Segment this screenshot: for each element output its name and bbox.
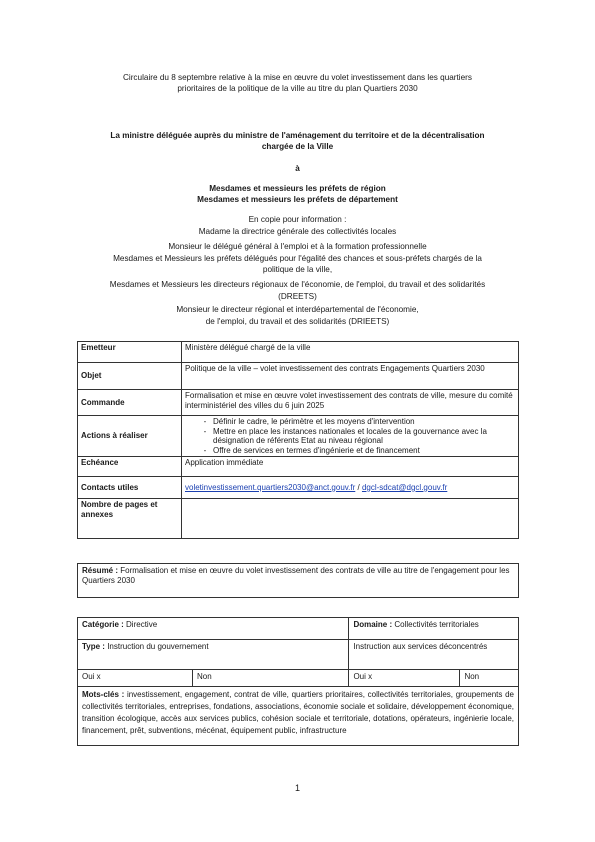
author-line2: chargée de la Ville — [261, 142, 334, 151]
copy-line: Mesdames et Messieurs les préfets délégués pour l'égalité des chances et sous-préfets chargés de la — [113, 254, 482, 263]
actions-value — [182, 416, 519, 457]
table-row — [78, 618, 519, 640]
copy-line: politique de la ville, — [262, 265, 333, 274]
keywords-value: investissement, engagement, contrat de ville, quartiers prioritaires, collectivités territoriales, groupements de collectivités territoriales, entreprises, fondations, associations, économie sociale et solidaire, développement économique, transition écologique, accès aux services publics, cohésion sociale et territoriale, dotations, opérateurs, ingénierie locale, financement, prêt, subventions, mécénat, équipement public, infrastructure — [82, 690, 514, 735]
categorie-label: Catégorie : — [82, 620, 124, 629]
contact-email-link[interactable]: dgcl-sdcat@dgcl.gouv.fr — [361, 482, 448, 492]
type-label: Type : — [82, 642, 105, 651]
type-cell — [78, 640, 349, 670]
contacts-label: Contacts utiles — [78, 477, 182, 499]
list-item: - Mettre en place les instances nationales et locales de la gouvernance avec la désignation de référents Etat au niveau régional — [213, 427, 515, 446]
circular-title-line1: Circulaire du 8 septembre relative à la mise en œuvre du volet investissement dans les quartiers — [122, 73, 473, 82]
domaine-cell — [349, 618, 519, 640]
table-row — [78, 342, 519, 363]
recipients-line1: Mesdames et messieurs les préfets de région — [209, 184, 386, 193]
domaine-label: Domaine : — [353, 620, 393, 629]
table-row — [78, 363, 519, 390]
circular-title-line2: prioritaires de la politique de la ville au titre du plan Quartiers 2030 — [177, 84, 418, 93]
table-row — [78, 670, 519, 687]
page-number: 1 — [294, 783, 300, 793]
actions-list — [185, 417, 515, 455]
list-item: - Offre de services en termes d'ingénierie et de financement — [213, 446, 515, 456]
domaine-value: Collectivités territoriales — [392, 620, 479, 629]
pages-label: Nombre de pages et annexes — [78, 499, 182, 539]
table-row — [78, 477, 519, 499]
oui-cell: Oui x — [78, 670, 193, 687]
objet-label: Objet — [78, 363, 182, 390]
echeance-label: Echéance — [78, 457, 182, 477]
summary-box — [77, 563, 519, 598]
recipients-line2: Mesdames et messieurs les préfets de département — [197, 195, 398, 204]
table-row — [78, 416, 519, 457]
commande-value: Formalisation et mise en œuvre volet investissement des contrats de ville, mesure du comité interministériel des villes du 6 juin 2025 — [182, 390, 519, 416]
table-row — [78, 390, 519, 416]
non-cell: Non — [460, 670, 519, 687]
copy-line: Mesdames et Messieurs les directeurs régionaux de l'économie, de l'emploi, du travail et des solidarités — [109, 280, 486, 289]
copy-line: Monsieur le délégué général à l'emploi et à la formation professionnelle — [168, 242, 427, 251]
pages-value — [182, 499, 519, 539]
copy-line: (DREETS) — [278, 292, 317, 301]
keywords-label: Mots-clés : — [82, 690, 125, 699]
to-word: à — [295, 164, 300, 173]
keywords-cell — [78, 687, 519, 746]
contacts-value — [182, 477, 519, 499]
copy-line: de l'emploi, du travail et des solidarités (DRIEETS) — [205, 317, 390, 326]
oui-cell: Oui x — [349, 670, 460, 687]
categorie-cell — [78, 618, 349, 640]
table-row — [78, 499, 519, 539]
summary-text: Formalisation et mise en œuvre du volet investissement des contrats de ville au titre de l'engagement pour les Quartiers 2030 — [82, 566, 510, 585]
contact-email-link[interactable]: voletinvestissement.quartiers2030@anct.gouv.fr — [185, 482, 356, 492]
commande-label: Commande — [78, 390, 182, 416]
copy-title: En copie pour information : — [248, 215, 347, 224]
list-item: - Définir le cadre, le périmètre et les moyens d'intervention — [213, 417, 515, 427]
copy-line: Monsieur le directeur régional et interdépartemental de l'économie, — [176, 305, 419, 314]
author-line1: La ministre déléguée auprès du ministre de l'aménagement du territoire et de la décentralisation — [110, 131, 485, 140]
table-row — [78, 640, 519, 670]
emetteur-value: Ministère délégué chargé de la ville — [182, 342, 519, 363]
contact-separator: / — [355, 482, 362, 492]
classification-table — [77, 617, 519, 746]
table-row — [78, 687, 519, 746]
type-value: Instruction du gouvernement — [104, 642, 209, 651]
summary-label: Résumé : — [82, 566, 119, 575]
objet-value: Politique de la ville – volet investissement des contrats Engagements Quartiers 2030 — [182, 363, 519, 390]
copy-line: Madame la directrice générale des collectivités locales — [198, 227, 397, 236]
emetteur-label: Emetteur — [78, 342, 182, 363]
non-cell: Non — [193, 670, 349, 687]
actions-label: Actions à réaliser — [78, 416, 182, 457]
instruction-cell: Instruction aux services déconcentrés — [349, 640, 519, 670]
categorie-value: Directive — [123, 620, 158, 629]
info-table — [77, 341, 519, 539]
table-row — [78, 457, 519, 477]
echeance-value: Application immédiate — [182, 457, 519, 477]
